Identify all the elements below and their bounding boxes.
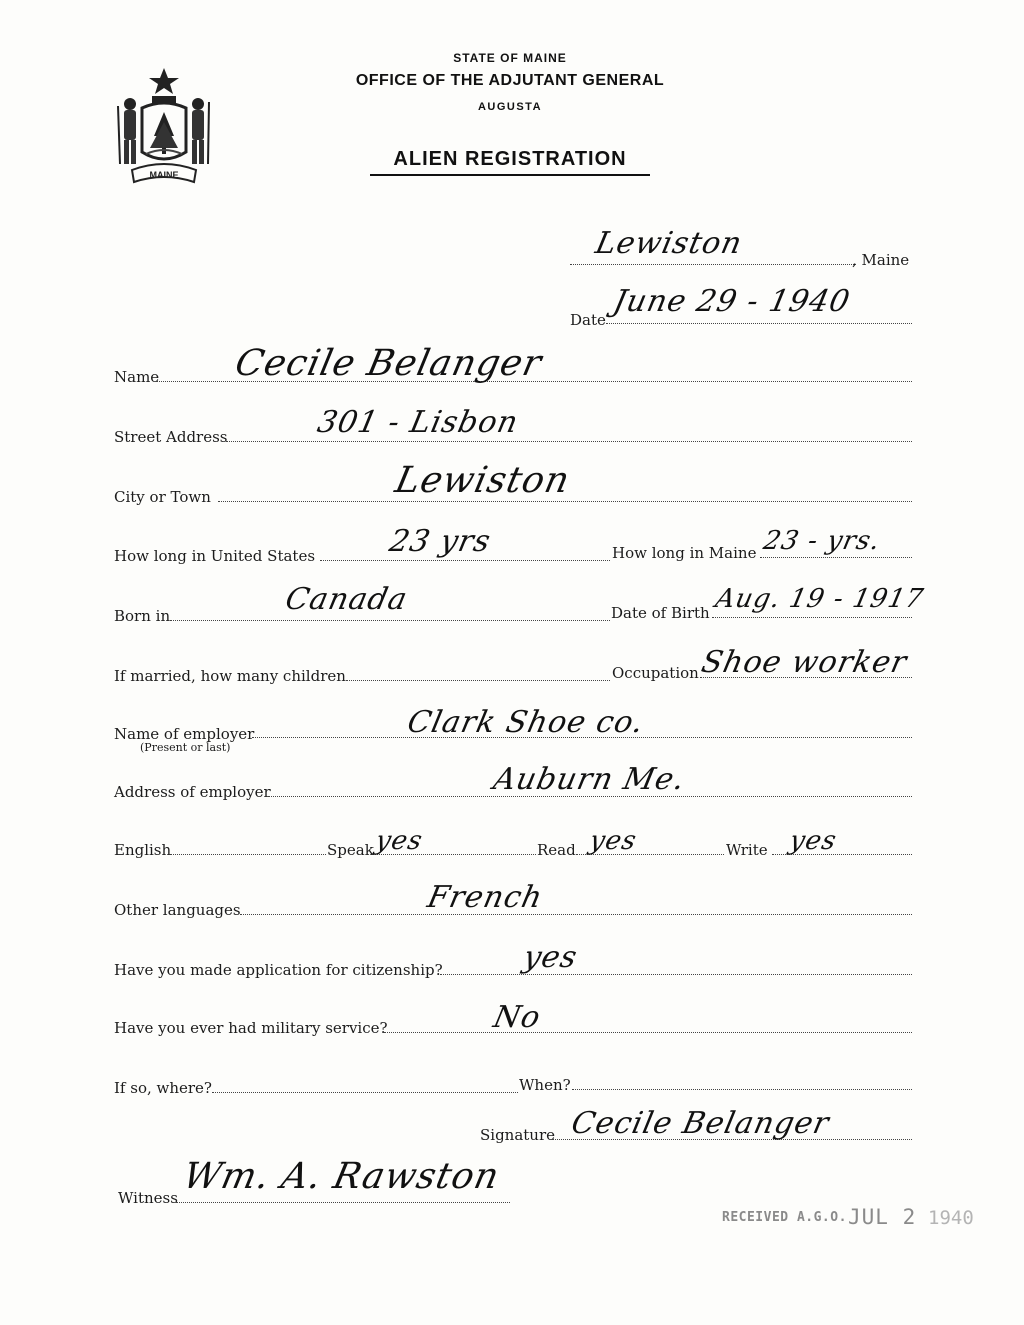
children-label: If married, how many children bbox=[114, 667, 346, 685]
signature-value: Cecile Belanger bbox=[568, 1106, 833, 1141]
emp-addr-label: Address of employer bbox=[114, 783, 271, 801]
citizenship-label: Have you made application for citizenship? bbox=[114, 961, 443, 979]
street-label: Street Address bbox=[114, 428, 228, 446]
employer-label: Name of employer bbox=[114, 725, 255, 743]
maine-long-value: 23 - yrs. bbox=[760, 526, 884, 556]
where-label: If so, where? bbox=[114, 1079, 212, 1097]
dob-value: Aug. 19 - 1917 bbox=[712, 584, 927, 614]
occupation-label: Occupation bbox=[612, 664, 699, 682]
speak-label: Speak bbox=[327, 841, 374, 859]
born-value: Canada bbox=[282, 582, 411, 617]
received-stamp: RECEIVED A.G.O. bbox=[722, 1210, 847, 1225]
other-lang-line bbox=[240, 914, 912, 915]
received-stamp-year: 1940 bbox=[928, 1207, 974, 1229]
header-state: STATE OF MAINE bbox=[453, 51, 567, 65]
children-line bbox=[346, 680, 610, 681]
emp-addr-value: Auburn Me. bbox=[490, 762, 689, 797]
date-value: June 29 - 1940 bbox=[610, 284, 854, 319]
witness-line bbox=[176, 1202, 510, 1203]
military-label: Have you ever had military service? bbox=[114, 1019, 388, 1037]
header-office: OFFICE OF THE ADJUTANT GENERAL bbox=[355, 72, 665, 89]
employer-value: Clark Shoe co. bbox=[404, 705, 648, 740]
street-value: 301 - Lisbon bbox=[314, 405, 522, 440]
maine-label: , Maine bbox=[852, 251, 910, 269]
other-lang-label: Other languages bbox=[114, 901, 241, 919]
born-line bbox=[170, 620, 610, 621]
english-label: English bbox=[114, 841, 172, 859]
maine-long-line bbox=[760, 557, 912, 558]
witness-label: Witness bbox=[118, 1189, 178, 1207]
city-label: City or Town bbox=[114, 488, 211, 506]
seal-banner-text: MAINE bbox=[149, 170, 179, 180]
employer-sublabel: (Present or last) bbox=[140, 741, 231, 754]
speak-value: yes bbox=[372, 826, 426, 856]
city-line bbox=[218, 501, 912, 502]
us-label: How long in United States bbox=[114, 547, 316, 565]
maine-state-seal-icon bbox=[112, 66, 216, 188]
dob-label: Date of Birth bbox=[611, 604, 710, 622]
form-title: ALIEN REGISTRATION bbox=[393, 148, 627, 170]
write-label: Write bbox=[726, 841, 768, 859]
signature-label: Signature bbox=[480, 1126, 556, 1144]
occupation-value: Shoe worker bbox=[698, 645, 911, 680]
english-line bbox=[170, 854, 326, 855]
read-value: yes bbox=[586, 826, 640, 856]
citizenship-value: yes bbox=[520, 940, 581, 975]
when-label: When? bbox=[519, 1076, 571, 1094]
dob-line bbox=[712, 617, 912, 618]
read-label: Read bbox=[537, 841, 576, 859]
name-label: Name bbox=[114, 368, 160, 386]
town-value: Lewiston bbox=[592, 226, 746, 261]
witness-value: Wm. A. Rawston bbox=[179, 1156, 504, 1197]
us-value: 23 yrs bbox=[386, 524, 495, 559]
maine-long-label: How long in Maine bbox=[612, 544, 757, 562]
where-line bbox=[212, 1092, 518, 1093]
other-lang-value: French bbox=[424, 880, 547, 915]
town-line bbox=[570, 264, 856, 265]
received-stamp-date: JUL 2 bbox=[848, 1205, 917, 1229]
born-label: Born in bbox=[114, 607, 171, 625]
military-line bbox=[384, 1032, 912, 1033]
citizenship-line bbox=[440, 974, 912, 975]
write-value: yes bbox=[786, 826, 840, 856]
date-line bbox=[606, 323, 912, 324]
us-line bbox=[320, 560, 610, 561]
street-line bbox=[226, 441, 912, 442]
when-line bbox=[572, 1089, 912, 1090]
date-label: Date bbox=[570, 311, 606, 329]
header-city: AUGUSTA bbox=[477, 101, 543, 113]
city-value: Lewiston bbox=[391, 460, 574, 501]
title-underline bbox=[370, 174, 650, 176]
name-value: Cecile Belanger bbox=[231, 343, 546, 384]
military-value: No bbox=[490, 1000, 545, 1035]
